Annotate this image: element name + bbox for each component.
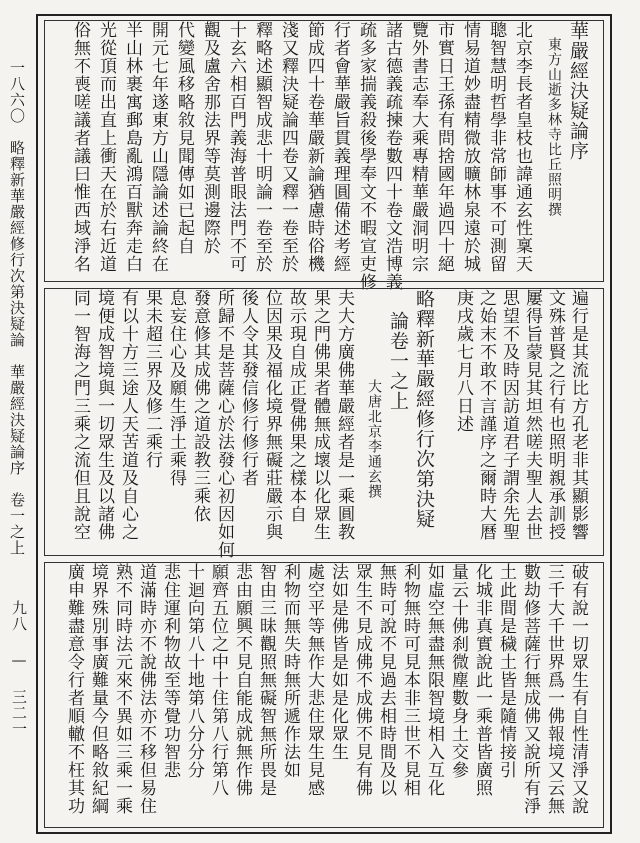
text-column: 故示現自成正覺佛果之樣本自: [286, 289, 306, 523]
text-column: 市實日王孫有問捨國年過四十絕: [434, 21, 454, 273]
text-column: 文殊普賢之行有也照明親承訓授: [545, 289, 565, 541]
text-column: 境便成智境與一切眾生及以諸佛: [94, 289, 114, 541]
text-column: 土此間是穢土皆是隨情接引: [496, 563, 516, 779]
text-column: 無時可說不見過去相時間及以: [376, 563, 396, 797]
panel-bottom: [44, 562, 604, 828]
panel-top: [44, 20, 604, 291]
text-column: 北京李長者皇枝也諱通玄性稟天: [512, 21, 532, 273]
text-column: 屢得旨蒙見其坦然嗟夫聖人去世: [522, 289, 542, 541]
text-column: 光從頂而出直上衝天在於右近道: [96, 21, 116, 273]
text-column: 代變風移略敘見聞傳如已起自: [174, 21, 194, 255]
text-column: 觀及盧舍那法界等莫測邊際於: [200, 21, 220, 255]
text-column: 有以十方三途人天苦道及自心之: [118, 289, 138, 541]
preface-author: 東方山逝多林寺比丘照明撰: [546, 37, 562, 217]
text-column: 熟不同時法元來不異如三乘一乘: [112, 563, 132, 815]
text-column: 廣申難盡意令行者順轍不枉其功: [64, 563, 84, 815]
text-column: 智由三昧觀照無礙智無所畏是: [256, 563, 276, 797]
text-column: 量云十佛刹微塵數身土交參: [448, 563, 468, 779]
treatise-volume: 論卷一之上: [387, 311, 409, 411]
text-column: 諸古德義疏揀卷數四十卷文浩博義: [382, 21, 402, 291]
text-column: 淺又釋決疑論四卷又釋一卷至於: [278, 21, 298, 273]
text-column: 開元七年遂東方山隱論述論終在: [148, 21, 168, 273]
text-column: 之始末不敢不言謹序之爾時大曆: [476, 289, 496, 541]
margin-text: 一八六〇 略釋新華嚴經修行次第決疑論 華嚴經決疑論序 卷一之上: [8, 60, 26, 556]
text-column: 十迴向第八十地第八分分分: [184, 563, 204, 779]
text-column: 利物無時可見本非三世不見相: [400, 563, 420, 797]
text-column: 節成四十卷華嚴新論猶慮時俗機: [304, 21, 324, 273]
text-column: 遍行是其流比方孔老非其顯影響: [568, 289, 588, 541]
text-column: 息妄住心及願生淨土乘得: [166, 289, 186, 487]
text-column: 聰智慧明哲學非常師事不可測留: [486, 21, 506, 273]
treatise-author: 大唐北京李通玄撰: [366, 379, 382, 499]
text-column: 情易道妙盡精微放曠林泉遠於城: [460, 21, 480, 273]
text-column: 願齊五位之中十住第八行第八: [208, 563, 228, 797]
text-column: 覽外書志奉大乘專精華嚴洞明宗: [408, 21, 428, 273]
text-column: 半山林裹寓郵島亂鴻百獸奔走白: [122, 21, 142, 273]
text-column: 行者會華嚴旨貫義理圓備述考經: [330, 21, 350, 273]
text-column: 位因果及福化境界無礙莊嚴示與: [262, 289, 282, 541]
text-column: 破有說一切眾生有自性清淨又說: [568, 563, 588, 815]
text-column: 發意修其成佛之道設教三乘依: [190, 289, 210, 523]
text-column: 眾生不見成佛不成佛不見有佛: [352, 563, 372, 797]
text-column: 後人令其發信修行修行者: [238, 289, 258, 487]
text-column: 果未超三界及修二乘行: [142, 289, 162, 469]
treatise-title: 略釋新華嚴經修行次第決疑: [413, 289, 435, 529]
page-number: 九八 — 三二一: [10, 600, 28, 737]
text-column: 俗無不喪嗟議者議曰惟西域淨名: [70, 21, 90, 273]
text-column: 十玄六相百門義海普眼法門不可: [226, 21, 246, 273]
text-column: 境界殊別事廣難量今但略敘紀綱: [88, 563, 108, 815]
text-column: 悲由願興不見自能成就無作佛: [232, 563, 252, 797]
text-column: 如虛空無盡無限智境相入互化: [424, 563, 444, 797]
text-column: 庚戌歲七月八日述: [453, 289, 473, 433]
preface-title: 華嚴經決疑論序: [567, 21, 589, 161]
panel-middle: [44, 288, 604, 559]
text-column: 道滿時亦不說佛法亦不移但易住: [136, 563, 156, 815]
text-column: 處空平等無作大悲住眾生見感: [304, 563, 324, 797]
text-column: 法如是佛皆是如是化眾生: [328, 563, 348, 761]
text-column: 三千大千世界爲一佛報境又云無: [544, 563, 564, 815]
text-column: 利物而無失時無所遞作法如: [280, 563, 300, 779]
text-column: 化城非真實說此一乘普皆廣照: [472, 563, 492, 797]
text-column: 悲住運利物故至等覺功智悲: [160, 563, 180, 779]
text-column: 夫大方廣佛華嚴經者是一乘圓教: [334, 289, 354, 541]
text-column: 思望不及時因訪道君子謂余先聖: [499, 289, 519, 541]
text-column: 所歸不是菩薩心於法發心初因如何: [214, 289, 234, 559]
text-column: 同一智海之門三乘之流但且說空: [70, 289, 90, 541]
text-column: 果之門佛果者體無成壞以化眾生: [310, 289, 330, 541]
text-column: 釋略述顯智成悲十明論一卷至於: [252, 21, 272, 273]
text-column: 數劫修菩薩行無成佛又說所有淨: [520, 563, 540, 815]
text-column: 疏多家揣義殺後學奉文不暇宣吏修: [356, 21, 376, 291]
